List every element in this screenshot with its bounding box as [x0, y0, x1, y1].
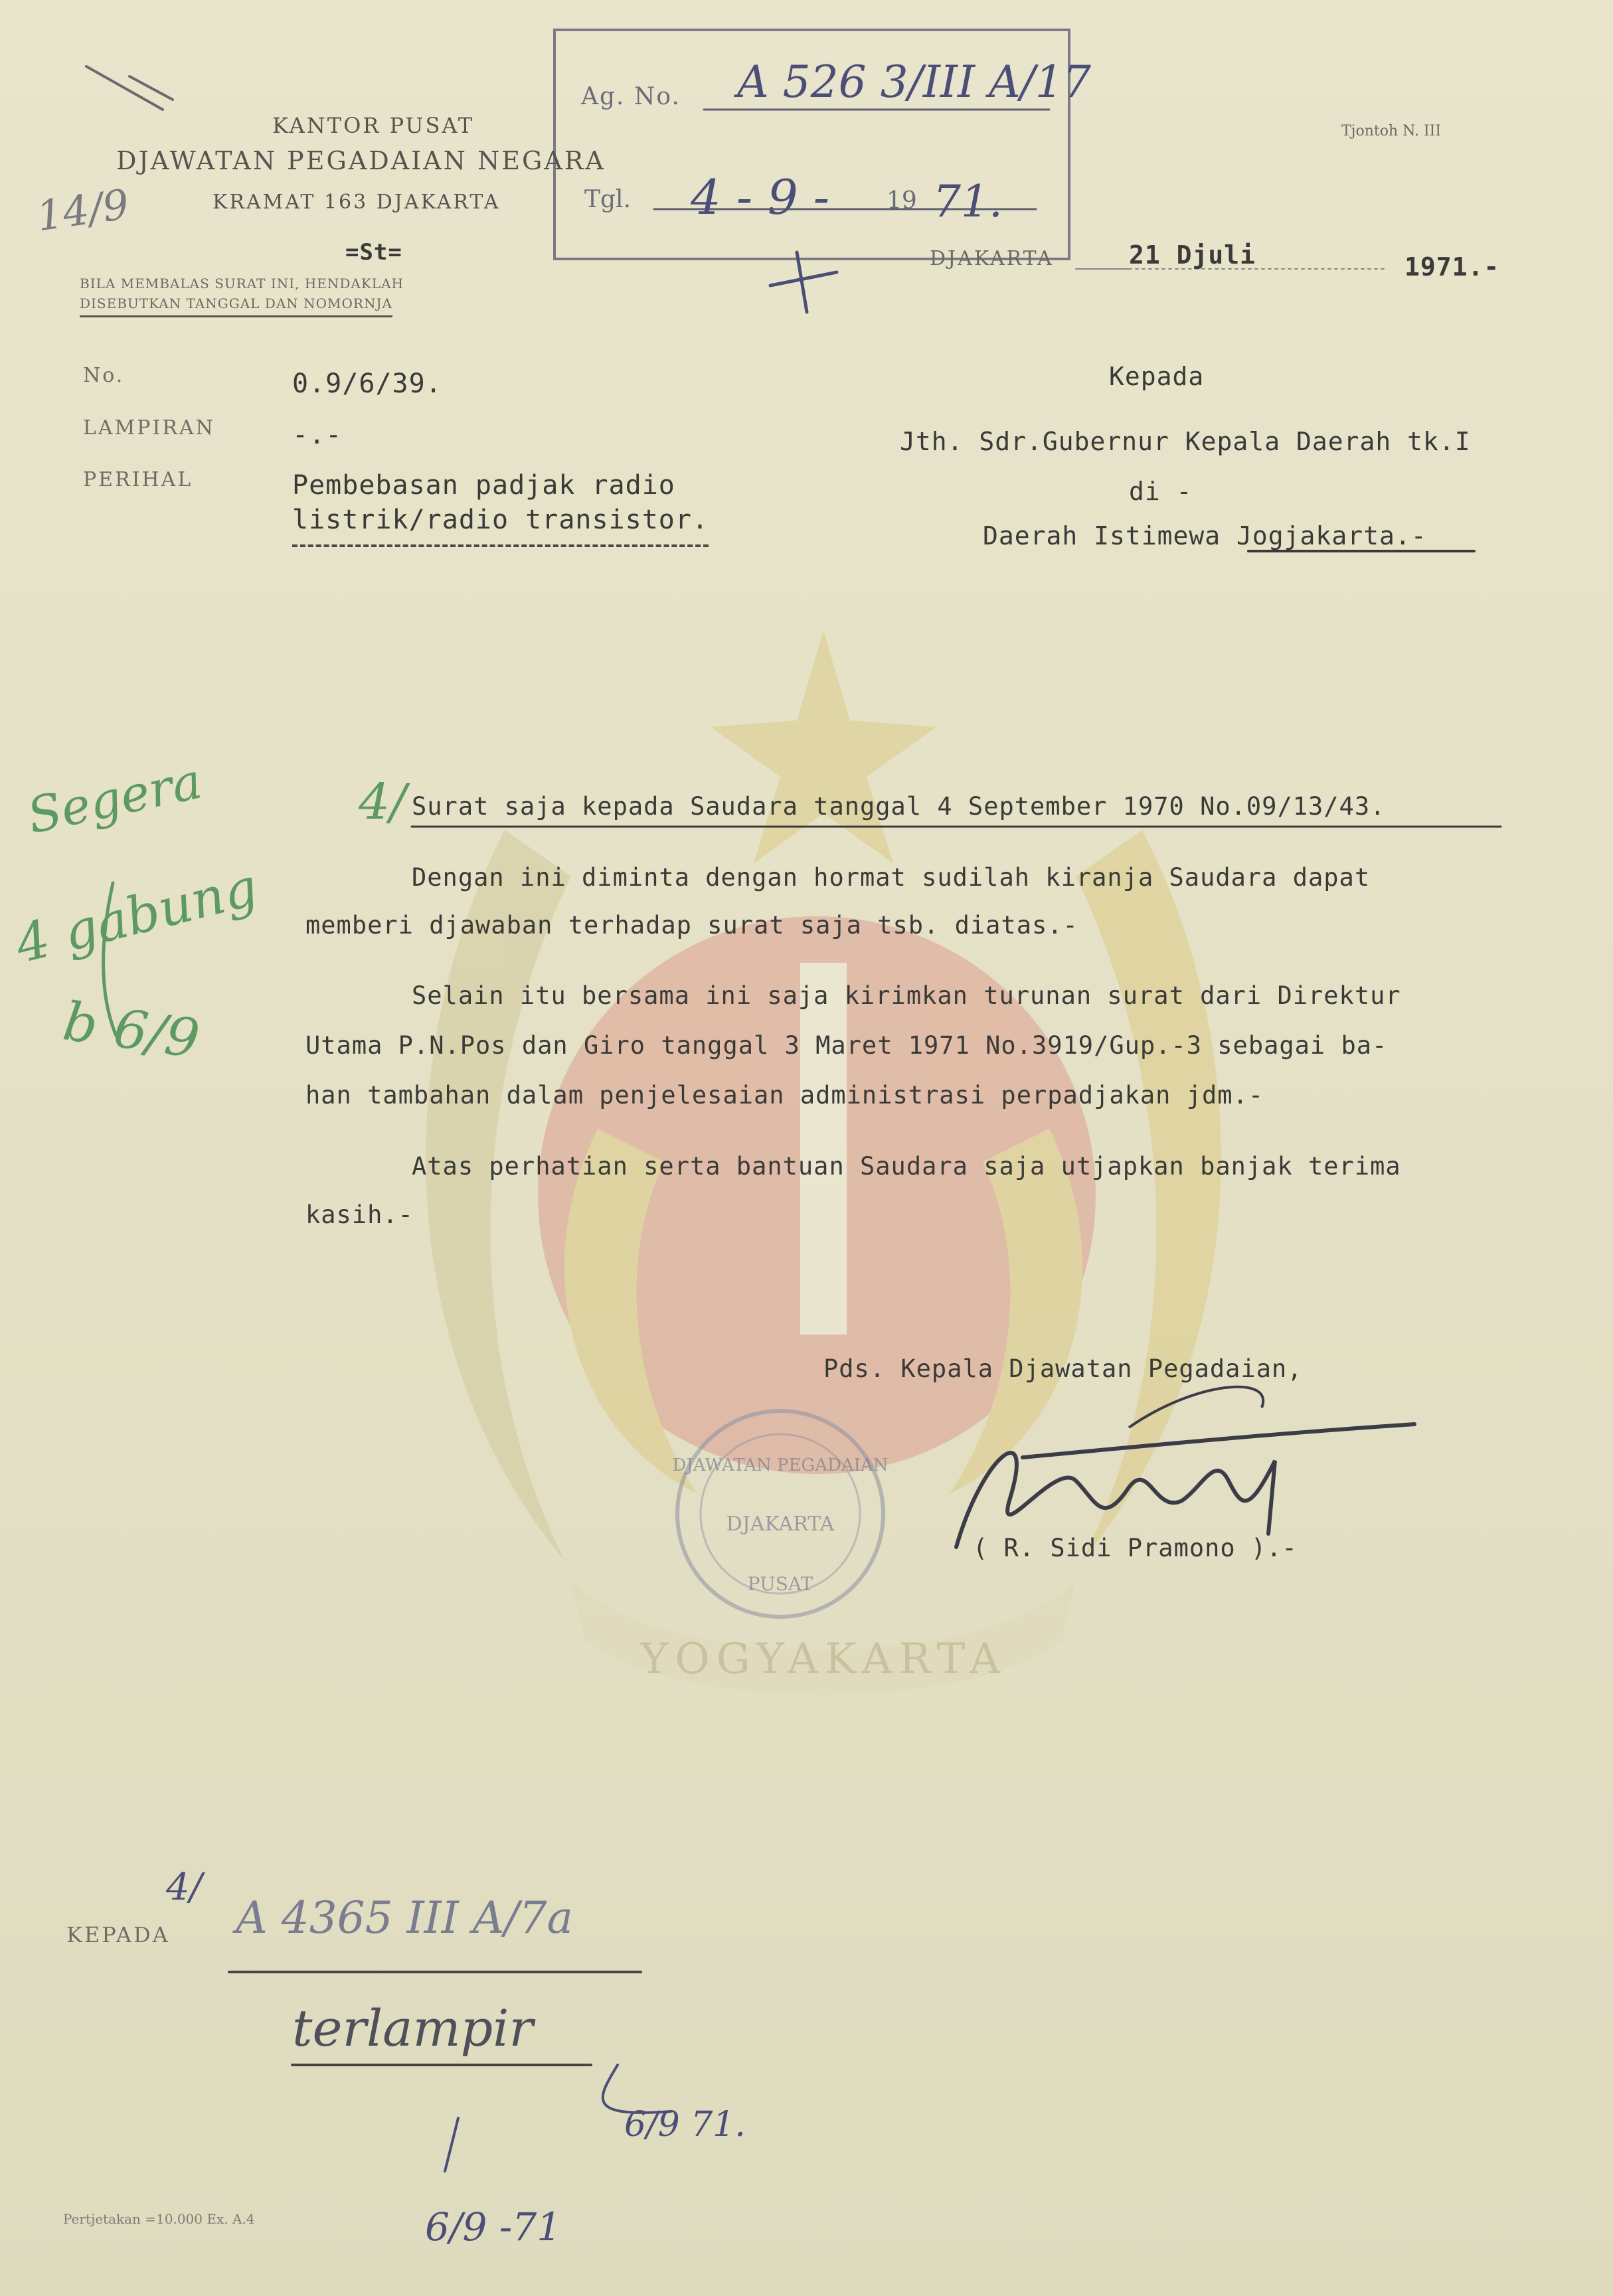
seal-mid-text: DJAKARTA — [726, 1513, 835, 1536]
letterhead-code: =St= — [345, 239, 402, 266]
signature-title: Pds. Kepala Djawatan Pegadaian, — [823, 1354, 1303, 1383]
stamp-ag-label: Ag. No. — [581, 83, 681, 110]
margin-pencil-note: 14/9 — [33, 179, 132, 241]
body-p4-line1: Atas perhatian serta bantuan Saudara saja utjapkan banjak terima — [412, 1152, 1401, 1181]
green-para-mark: 4/ — [359, 774, 407, 831]
stamp-year-prefix: 19 — [887, 187, 917, 214]
printer-note: Pertjetakan =10.000 Ex. A.4 — [63, 2211, 255, 2227]
recipient-city: Jogjakarta.- — [1236, 521, 1427, 550]
seal-top-text: DJAWATAN PEGADAIAN — [672, 1455, 889, 1475]
stamp-tgl-value: 4 - 9 - — [691, 169, 829, 225]
date-city: DJAKARTA — [930, 247, 1054, 270]
green-note-segera: Segera — [22, 752, 207, 845]
footer-date-1: 6/9 71. — [624, 2105, 746, 2145]
body-p2-line1: Dengan ini diminta dengan hormat sudilah kiranja Saudara dapat — [412, 863, 1371, 892]
blue-check-mark — [770, 252, 837, 312]
perihal-label: PERIHAL — [83, 468, 193, 491]
footer-mark: 4/ — [166, 1866, 203, 1909]
lampiran-value: -.- — [292, 420, 343, 450]
body-reference: Surat saja kepada Saudara tanggal 4 September 1970 No.09/13/43. — [412, 792, 1386, 821]
footer-date-2: 6/9 -71 — [425, 2204, 562, 2250]
recipient-kepada: Kepada — [1109, 362, 1205, 391]
green-note-gabung: 4 gabung — [9, 857, 264, 975]
stamp-ag-value: A 526 3/III A/17 — [737, 56, 1091, 108]
signature-name: ( R. Sidi Pramono ).- — [973, 1534, 1298, 1562]
corner-pencil-mark — [86, 66, 173, 110]
footer-terlampir: terlampir — [292, 1999, 533, 2058]
footer-kepada-hand: A 4365 III A/7a — [236, 1892, 574, 1943]
reply-note-line1: BILA MEMBALAS SURAT INI, HENDAKLAH — [80, 276, 404, 291]
body-p4-line2: kasih.- — [305, 1200, 414, 1229]
form-reference: Tjontoh N. III — [1341, 123, 1442, 139]
stamp-year-value: 71. — [933, 176, 1003, 227]
perihal-line1: Pembebasan padjak radio — [292, 470, 675, 501]
recipient-line2: di - — [1129, 477, 1193, 506]
recipient-line1: Jth. Sdr.Gubernur Kepala Daerah tk.I — [900, 427, 1471, 456]
no-label: No. — [83, 364, 125, 387]
perihal-line2: listrik/radio transistor. — [292, 505, 709, 547]
footer-kepada-label: KEPADA — [66, 1922, 170, 1947]
stamp-tgl-label: Tgl. — [584, 186, 632, 213]
reply-note-line2: DISEBUTKAN TANGGAL DAN NOMORNJA — [80, 295, 392, 317]
no-value: 0.9/6/39. — [292, 369, 442, 399]
recipient-line3 — [983, 521, 1427, 550]
letterhead-agency: DJAWATAN PEGADAIAN NEGARA — [116, 146, 606, 175]
footer-hand-stroke-2 — [445, 2118, 458, 2171]
watermark-text: YOGYAKARTA — [639, 1635, 1007, 1684]
recipient-region: Daerah Istimewa — [983, 521, 1237, 550]
body-p2-line2: memberi djawaban terhadap surat saja tsb. diatas.- — [305, 911, 1078, 940]
body-p3-line3: han tambahan dalam penjelesaian administrasi perpadjakan jdm.- — [305, 1081, 1264, 1109]
seal-bottom-text: PUSAT — [747, 1573, 813, 1595]
body-p3-line2: Utama P.N.Pos dan Giro tanggal 3 Maret 1971 No.3919/Gup.-3 sebagai ba- — [305, 1031, 1388, 1060]
letterhead-office: KANTOR PUSAT — [272, 113, 475, 138]
lampiran-label: LAMPIRAN — [83, 416, 215, 440]
date-year: 1971.- — [1404, 252, 1500, 282]
letterhead-address: KRAMAT 163 DJAKARTA — [212, 191, 501, 214]
green-note-date: b 6/9 — [59, 990, 203, 1070]
date-day-month: 21 Djuli — [1129, 240, 1256, 270]
body-p3-line1: Selain itu bersama ini saja kirimkan turunan surat dari Direktur — [412, 981, 1401, 1010]
